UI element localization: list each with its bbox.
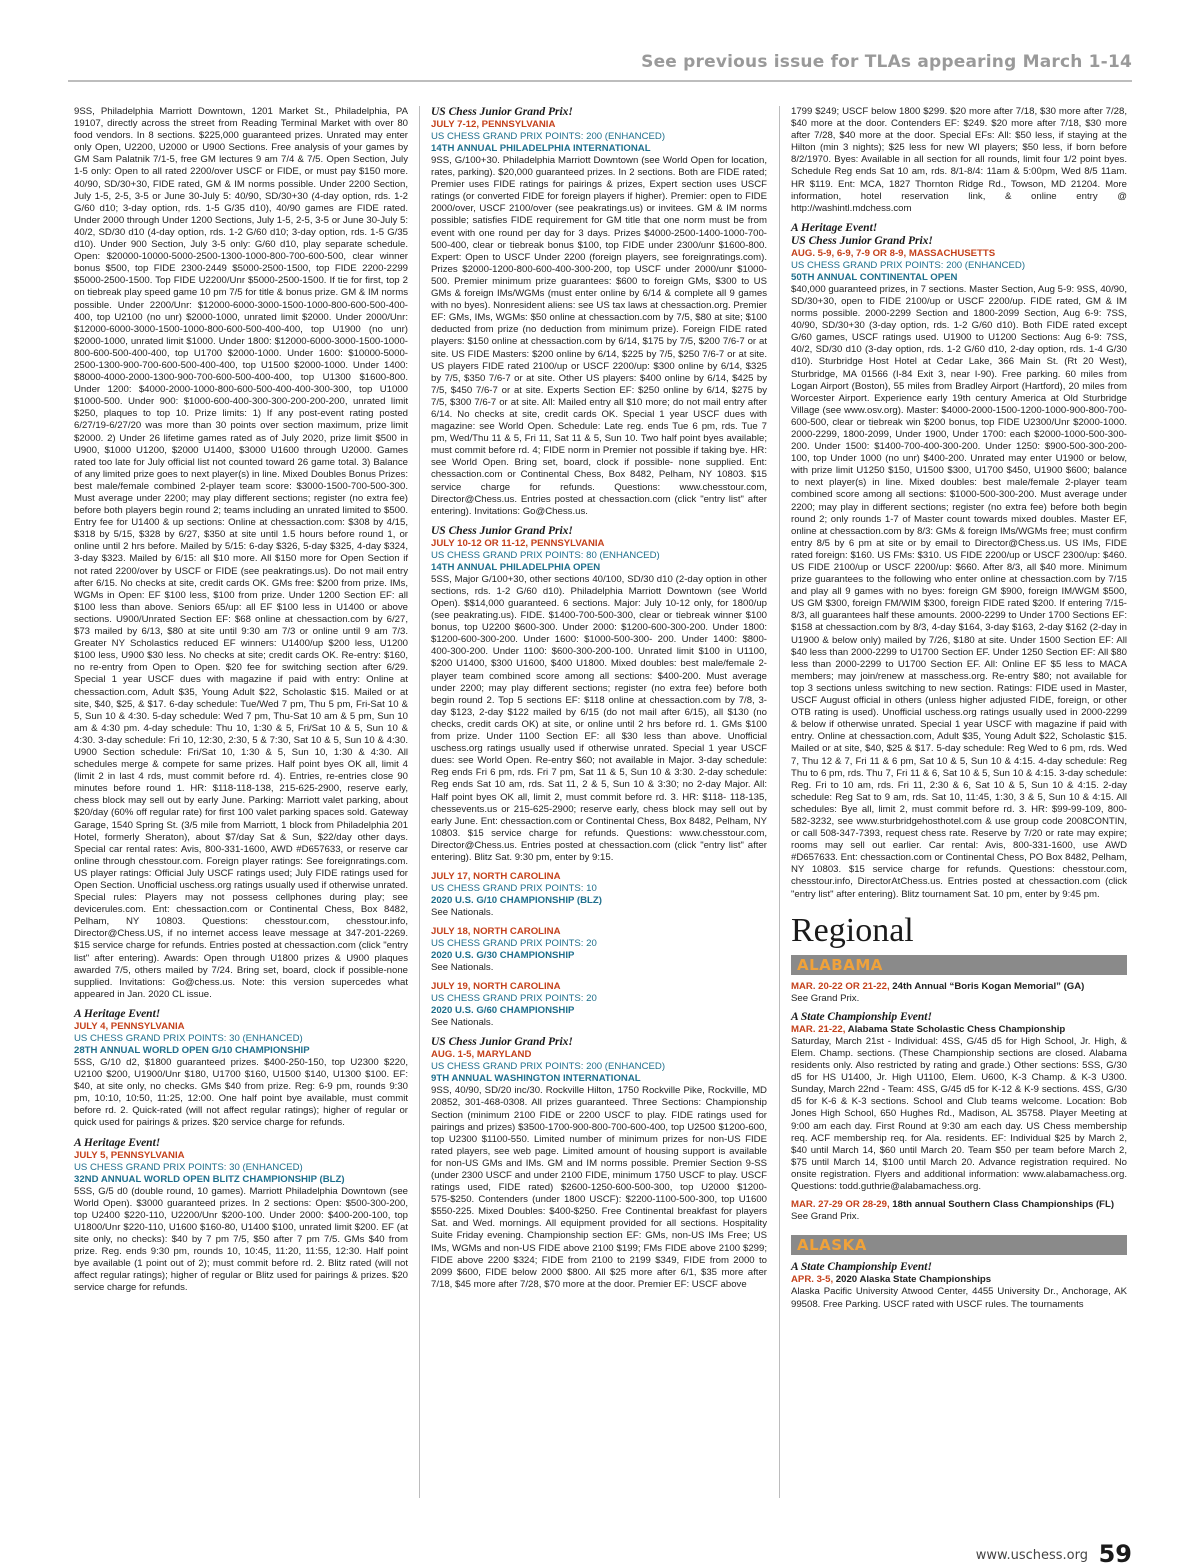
grand-prix-points: US CHESS GRAND PRIX POINTS: 30 (ENHANCED) <box>74 1032 303 1044</box>
event-us-g30 <box>431 926 767 974</box>
event-body: See Nationals. <box>431 962 494 974</box>
event-date: AUG. 5-9, 6-9, 7-9 OR 8-9, MASSACHUSETTS <box>791 247 996 259</box>
event-heading: US Chess Junior Grand Prix! <box>431 106 573 118</box>
event-title: 2020 U.S. G/60 CHAMPIONSHIP <box>431 1005 575 1017</box>
grand-prix-points: US CHESS GRAND PRIX POINTS: 200 (ENHANCED) <box>431 131 666 142</box>
event-heading: A Heritage Event! <box>74 1007 161 1020</box>
event-body: See Nationals. <box>431 1017 494 1029</box>
event-title: Alabama State Scholastic Chess Championship <box>845 1023 1066 1035</box>
event-heading: A State Championship Event! <box>791 1261 932 1274</box>
event-title: 28TH ANNUAL WORLD OPEN G/10 CHAMPIONSHIP <box>74 1044 310 1056</box>
event-title: 32ND ANNUAL WORLD OPEN BLITZ CHAMPIONSHIP (BLZ) <box>74 1173 345 1185</box>
state-bar-alabama: ALABAMA <box>791 955 1127 975</box>
event-philadelphia-open <box>431 525 767 864</box>
state-bar-alaska: ALASKA <box>791 1235 1127 1255</box>
event-date: MAR. 21-22, <box>791 1023 846 1035</box>
event-southern-class <box>791 1199 1127 1211</box>
page-header <box>0 52 1200 84</box>
event-us-g10 <box>431 871 767 919</box>
event-title: 50TH ANNUAL CONTINENTAL OPEN <box>791 271 958 283</box>
event-body: See Nationals. <box>431 907 494 919</box>
event-date: JULY 19, NORTH CAROLINA <box>431 981 561 993</box>
event-body: $40,000 guaranteed prizes, in 7 sections. Master Section, Aug 5-9: 9SS, 40/90, SD/30+30, open to FIDE 2100/up or USCF 2200/up. FIDE rated, GM & IM norms possible. 2000-2299 Section and 1800-2099 Section, Aug 6-9: 7SS, 40/90, SD/30+30 (3-day option, rds. 1-2 G/60 d10). Both FIDE rated except G/60 games, USCF ratings used. U1900 to U1200 Sections: Aug 6-9: 7SS, 40/2, SD/30 d10 (3-day option, rds. 1-2 G/60 d10, 2-day option, rds. 1-4 G/30 d10). Sturbridge Host Hotel at Cedar Lake, 366 Main St. (Rt 20 West), Sturbridge, MA 01566 (I-84 Exit 3, near I-90). Free parking. 60 miles from Logan Airport (Boston), 55 miles from Bradley Airport (Hartford), 20 miles from Worcester Airport. Experience early 19th century America at Old Sturbridge Village (see www.osv.org). Master: $4000-2000-1500-1200-1000-900-800-700-600-500, clear or tiebreak win $200 bonus, top FIDE U2300/Unr $2000-1000. 2000-2299, 1800-2099, Under 1900, Under 1700: each $2000-1000-500-300-200. Under 1500: $1400-700-400-300-200. Under 1250: $900-500-300-200-100, top Under 1000 (no unr) $400-200. Unrated may enter U1900 or below, with prize limit U1250 $150, U1500 $300, U1700 $450, U1900 $600; balance to next player(s) in line. Mixed doubles: best male/female 2-player team combined score among all sections: $1000-500-300-200. Must average under 2200; may play in different sections; register (no extra fee) before both begin round 2; only rounds 1-7 of Master count towards mixed doubles. Master EF, online at chessaction.com by 8/3: GMs & foreign IMs/WGMs free; must confirm entry 8/5 by 6 pm at site or by email to Director@Chess.us. US IMs, FIDE rated foreign: $160. US FMs: $310. US FIDE 2200/up or USCF 2300/up: $460. US FIDE 2100/up or USCF 2200/up: $660. After 8/3, all $40 more. Minimum prize guarantees to the following who enter online at chessaction.com by 7/15 and play all 9 games with no byes: foreign GM $900, foreign IM/WGM $500, US GM $300, foreign FM/WIM $300, foreign FIDE rated $200. If entering 7/15-8/3, all guarantees half these amounts. 2000-2299 to Under 1700 Sections EF: $158 at chessaction.com by 8/3, 4-day $164, 3-day $163, 2-day $162 (2-day in U1900 & below only) mailed by 7/26, $180 at site. Under 1500 Section EF: All $40 less than 2000-2299 to U1700 Section EF. Under 1250 Section EF: All $80 less than 2000-2299 to U1700 Section EF. All: Online EF $5 less to MACA members; may join/renew at masschess.org. Re-entry $80; not available for top 3 sections unless switching to new section. Ratings: FIDE used in Master, USCF August official in others (unless higher adjusted FIDE, foreign, or other OTB rating is used). Unofficial uschess.org ratings usually used in 2000-2299 & below if otherwise unrated. Special 1 year USCF with magazine if paid with entry. Online at chessaction.com, Adult $35, Young Adult $22, Scholastic $15. Mailed or at site, $40, $25 & $17. 5-day schedule: Reg Wed to 6 pm, rds. Wed 7, Thu 12 & 7, Fri 11 & 6 pm, Sat 10 & 5, Sun 10 & 4:15. 4-day schedule: Reg Thu to 6 pm, rds. Thu 7, Fri 11 & 6, Sat 10 & 5, Sun 10 & 4:15. 3-day schedule: Reg. Fri to 10 am, rds. Fri 11, 2:30 & 6, Sat 10 & 5, Sun 10 & 4:15. 2-day schedule: Reg Sat to 9 am, rds. Sat 10, 11:45, 1:30, 3 & 5, Sun 10 & 4:15. All schedules: Bye all, limit 2, must commit before rd. 3. HR: $99-99-109, 800-582-3232, see www.sturbridgehosthotel.com & use group code 2008CONTIN, or call 508-347-7393, request chess rate. Reserve by 7/20 or rate may expire; rooms may sell out earlier. Car rental: Avis, 800-331-1600, use AWD #D657633. Ent: chessaction.com or Continental Chess, PO Box 8482, Pelham, NY 10803. $15 service charge for refunds. Questions: chesstour.com, chesstour.info, DirectorAtChess.us. Entries posted at chessaction.com (click "entry list" after entering). Blitz tournament Sat. 10 pm, enter by 9:45 pm. <box>791 283 1127 900</box>
event-philadelphia-international <box>431 106 767 518</box>
event-date: JULY 10-12 OR 11-12, PENNSYLVANIA <box>431 537 605 549</box>
event-heading: A Heritage Event! <box>791 221 878 234</box>
header-text: See previous issue for TLAs appearing March 1-14 <box>641 52 1132 72</box>
event-body: Saturday, March 21st - Individual: 4SS, G/45 d5 for High School, Jr. High, & Elem. Champ. sections. (These Championship sections are closed. Alabama residents only. Also restricted by rating and grade.) Other sections: 5SS, G/30 d5 for HS U1400, Jr. High U1100, Elem. U600, K-3 Champ. & K-3 U300. Sunday, March 22nd - Team: 4SS, G/45 d5 for K-12 & K-9 sections. 4SS, G/30 d5 for K-6 & K-3 sections. School and Club teams welcome. Location: Bob Jones High School, 650 Hughes Rd., Madison, AL 35758. Player Meeting at 9:00 am each day. First Round at 9:30 am each day. US Chess membership req. ACF membership req. for Ala. residents. EF: Individual $25 by March 2, $40 until March 14, $60 until March 20. Team $50 per team before March 2, $75 until March 14, $100 until March 20. Advance registration required. No onsite registration. Flyers and additional information: www.alabamachess.org. Questions: todd.guthrie@alabamachess.org. <box>791 1035 1127 1193</box>
event-date: AUG. 1-5, MARYLAND <box>431 1049 532 1061</box>
event-alaska-state <box>791 1274 1127 1286</box>
regional-heading: Regional <box>791 911 914 949</box>
event-continental-open <box>791 222 1127 901</box>
grand-prix-points: US CHESS GRAND PRIX POINTS: 20 <box>431 993 597 1005</box>
event-date: MAR. 27-29 OR 28-29, <box>791 1199 890 1211</box>
event-title: 2020 U.S. G/10 CHAMPIONSHIP (BLZ) <box>431 895 602 907</box>
event-title: 9TH ANNUAL WASHINGTON INTERNATIONAL <box>431 1073 641 1085</box>
event-title: 18th annual Southern Class Championships (FL) <box>889 1199 1115 1211</box>
column-2 <box>431 106 767 1291</box>
event-body: 5SS, G/5 d0 (double round, 10 games). Marriott Philadelphia Downtown (see World Open). $3000 guaranteed prizes. In 2 sections: Open: $500-300-200, top U2400 $220-110, U2200/Unr $200-100. Under 2000: $400-200-100, top U1800/Unr $220-110, U1600 $160-80, U1400 $100, unrated limit $200. EF (at site only, no checks): $40 by 7 pm 7/5, $50 after 7 pm 7/5. GMs $40 from prize. Reg. ends 9:30 pm, rounds 10, 10:45, 11:20, 11:55, 12:30. Half point bye available (1 point out of 2); must commit before rd. 2. Blitz rated (will not affect regular ratings); higher of regular or Blitz used for pairings & prizes. $20 service charge for refunds. <box>74 1185 408 1294</box>
event-washington-international <box>431 1036 767 1291</box>
event-title: 2020 U.S. G/30 CHAMPIONSHIP <box>431 950 575 962</box>
page-number: 59 <box>1098 1540 1132 1568</box>
event-title: 2020 Alaska State Championships <box>833 1274 992 1286</box>
event-date: JULY 18, NORTH CAROLINA <box>431 926 561 938</box>
event-body: See Grand Prix. <box>791 992 860 1004</box>
event-date: JULY 17, NORTH CAROLINA <box>431 871 561 883</box>
event-heading: A State Championship Event! <box>791 1010 932 1023</box>
event-us-g60 <box>431 981 767 1029</box>
grand-prix-points: US CHESS GRAND PRIX POINTS: 10 <box>431 883 597 895</box>
event-heading: US Chess Junior Grand Prix! <box>431 524 573 537</box>
event-kogan-memorial <box>791 981 1127 993</box>
column-3 <box>791 106 1127 1311</box>
event-date: APR. 3-5, <box>791 1274 834 1286</box>
event-body: See Grand Prix. <box>791 1211 860 1223</box>
event-body: 9SS, G/100+30. Philadelphia Marriott Downtown (see World Open for location, rates, parking). $20,000 guaranteed prizes. In 2 sections. Both are FIDE rated; Premier uses FIDE ratings for pairings & prizes, Expert section uses USCF ratings (or converted FIDE for foreign players if higher). Premier: open to FIDE 2000/over, USCF 2100/over (see peakratings.us) or invitees. GM & IM norms possible; satisfies FIDE requirement for GM title that one norm must be from event with one round per day for 3 days. Prizes $4000-2500-1400-1000-700-500-400, clear or tiebreak bonus $100, top FIDE under 2300/unr $1600-800. Expert: Open to USCF Under 2200 (foreign players, see foreignratings.com). Prizes $2000-1200-800-600-400-300-200, top USCF under 2000/unr $1000-500. Premier minimum prize guarantees: $600 to foreign GMs, $300 to US GMs & foreign IMs/WGMs (must enter online by 6/14 & complete all 9 games with no byes). Nonresident aliens: see US tax laws at chessaction.org. Premier EF: GMs, IMs, WGMs: $50 online at chessaction.com by 7/5, $80 at site; $100 deducted from prize (no deduction from minimum prize). Foreign FIDE rated players: $150 online at chessaction.com by 6/14, $175 by 7/5, $200 7/6-7 or at site. US FIDE Masters: $200 online by 6/14, $225 by 7/5, $250 7/6-7 or at site. US players FIDE rated 2100/up or USCF 2200/up: $300 online by 6/14, $325 by 7/5, $350 7/6-7 or at site. Other US players: $400 online by 6/14, $425 by 7/5, $450 7/6-7 or at site. Experts Section EF: $250 online by 6/14, $275 by 7/5, $300 7/6-7 or at site. All: Mailed entry all $10 more; do not mail entry after 6/14. No checks at site, credit cards OK. Special 1 year USCF dues with magazine: see World Open. Schedule: Late reg. ends Tue 6 pm, rds. Tue 7 pm, Wed/Thu 11 & 5, Fri 11, Sat 11 & 5, Sun 10. Two half point byes available; must commit before rd. 4; FIDE norm in Premier not possible if taking bye. HR: see World Open. Bring set, board, clock if possible- none supplied. Ent: chessaction.com or Continental Chess, Box 8482, Pelham, NY 10803. $15 service charge for refunds. Questions: www.chesstour.com, Director@Chess.us. Entries posted at chessaction.com (click "entry list" after entering). Invitations: Go@Chess.us. <box>431 155 767 517</box>
event-title: 14TH ANNUAL PHILADELPHIA INTERNATIONAL <box>431 143 651 154</box>
event-heading: A Heritage Event! <box>74 1136 161 1149</box>
column-divider <box>779 106 780 1498</box>
event-world-open-g10 <box>74 1008 408 1130</box>
event-date: JULY 5, PENNSYLVANIA <box>74 1149 185 1161</box>
event-title: 24th Annual “Boris Kogan Memorial” (GA) <box>889 980 1085 992</box>
grand-prix-points: US CHESS GRAND PRIX POINTS: 80 (ENHANCED) <box>431 549 660 561</box>
event-date: MAR. 20-22 OR 21-22, <box>791 980 890 992</box>
header-rule <box>68 80 1132 82</box>
event-date: JULY 4, PENNSYLVANIA <box>74 1020 185 1032</box>
footer-url: www.uschess.org <box>975 1548 1088 1563</box>
event-body: 9SS, 40/90, SD/20 inc/30. Rockville Hilton, 1750 Rockville Pike, Rockville, MD 20852, 301-468-0308. All prizes guaranteed. Three Sections: Championship Section (minimum 2100 FIDE or 2200 USCF to play. FIDE ratings used for pairings and prizes) $3500-1700-900-800-700-600-400, top U2500 $1200-600, top U2300 $1100-550. Limited number of minimum prizes for non-US FIDE rated players, see web page. Limited amount of housing support is available for non-US GMs and IMs. GM and IM norms possible. Premier Section 9-SS (under 2300 USCF and under 2100 FIDE, minimum 1750 USCF to play. USCF ratings used, FIDE rated) $2600-1250-600-500-300, top U2000 $1200-575-$250. Contenders (under 1800 USCF): $2200-1100-500-300, top U1600 $550-225. Mixed Doubles: $400-$250. Free Continental breakfast for players Sat. and Wed. mornings. All equipment provided for all sections. Hospitality Suite Friday evening. Championship section EF: GMs, non-US IMs Free; US IMs, WGMs and non-US FIDE above 2100 $199; FMs FIDE above 2100 $299; FIDE above 2200 $324; FIDE from 2100 to 2199 $349, FIDE from 2000 to 2099 $600, FIDE below 2000 $800. All $25 more after 6/1, $35 more after 7/18, $45 more after 7/28, $70 more at the door. Premier EF: USCF above <box>431 1085 767 1290</box>
column-divider <box>419 106 420 1498</box>
event-alabama-scholastic <box>791 1024 1127 1036</box>
event-title: 14TH ANNUAL PHILADELPHIA OPEN <box>431 561 601 573</box>
event-body: 5SS, Major G/100+30, other sections 40/100, SD/30 d10 (2-day option in other sections, rds. 1-2 G/60 d10). Philadelphia Marriott Downtown (see World Open). $$14,000 guaranteed. 6 sections. Major: July 10-12 only, for 1800/up (see peakrating.us). FIDE. $1400-700-500-300, clear or tiebreak winner $100 bonus, top U2200 $600-300. Under 2000: $1200-600-300-200. Under 1800: $1200-600-300-200. Under 1600: $1000-500-300- 200. Under 1400: $800-400-300-200. Under 1100: $600-300-200-100. Unrated limit $100 in U1100, $200 U1400, $300 U1600, $400 U1800. Mixed doubles: best male/female 2-player team combined score among all sections: $400-200. Must average under 2200; may play different sections; register (no extra fee) before both begin round 2. Top 5 sections EF: $118 online at chessaction.com by 7/8, 3-day $123, 2-day $122 mailed by 6/15 (do not mail after 6/15), all $130 (no checks, credit cards OK) at site, or online until 2 hrs before rd. 1. GMs $100 from prize. Under 1100 Section EF: all $30 less than above. Unofficial uschess.org ratings usually used if otherwise unrated. Special 1 year USCF dues: see World Open. Re-entry $60; not available in Major. 3-day schedule: Reg ends Fri 6 pm, rds. Fri 7 pm, Sat 11 & 5, Sun 10 & 3:30. 2-day schedule: Reg ends Sat 10 am, rds. Sat 11, 2 & 5, Sun 10 & 3:30; no 2-day Major. All: Half point byes OK all, limit 2, must commit before rd. 3. HR: $118- 118-135, chessevents.us or 215-625-2900; reserve early, chess block may sell out by early June. Ent: chessaction.com or Continental Chess, Box 8482, Pelham, NY 10803. $15 service charge for refunds. Questions: www.chesstour.com, Director@Chess.us. Entries posted at chessaction.com (click "entry list" after entering). Blitz Sat. 9:30 pm, enter by 9:15. <box>431 573 767 863</box>
event-heading: US Chess Junior Grand Prix! <box>431 1036 573 1049</box>
grand-prix-points: US CHESS GRAND PRIX POINTS: 200 (ENHANCED) <box>431 1061 666 1073</box>
grand-prix-points: US CHESS GRAND PRIX POINTS: 30 (ENHANCED) <box>74 1161 303 1173</box>
event-body: 5SS, G/10 d2, $1800 guaranteed prizes. $400-250-150, top U2300 $220, U2100 $200, U1900/Unr $180, U1700 $160, U1500 $140, U1300 $100. EF: $40, at site only, no checks. GMs $40 from prize. Reg: 6-9 pm, rounds 9:30 pm, 10:10, 10:50, 11:25, 12:00. One half point bye available, must commit before rd. 2. Quick-rated (will not affect regular ratings); higher of regular or quick used for pairings & prizes. $20 service charge for refunds. <box>74 1056 408 1129</box>
event-heading: US Chess Junior Grand Prix! <box>791 234 933 247</box>
page-footer <box>0 1540 1200 1568</box>
washington-continued: 1799 $249; USCF below 1800 $299. $20 more after 7/18, $30 more after 7/28, $40 more at the door. Contenders EF: $249. $20 more after 7/18, $30 more after 7/28, $40 more at the door. Special EFs: All: $50 less, if staying at the Hilton (min 3 nights); $25 less for new WI players; $50 less, if born before 8/2/1970. Byes: Available in all section for all rounds, limit four 1/2 point byes. Schedule Reg ends Sat 10 am, rds. 8/1-8/4: 11am & 5:00pm, Wed 8/5 11am. HR $119. Ent: MCA, 1827 Thornton Ridge Rd., Towson, MD 21204. More information, hotel reservation link, & online entry @ http://washintl.mdchess.com <box>791 106 1127 214</box>
event-body: Alaska Pacific University Atwood Center, 4455 University Dr., Anchorage, AK 99508. Free Parking. USCF rated with USCF rules. The tournaments <box>791 1286 1127 1310</box>
column-1 <box>74 106 408 1294</box>
grand-prix-points: US CHESS GRAND PRIX POINTS: 200 (ENHANCED) <box>791 259 1026 271</box>
event-date: JULY 7-12, PENNSYLVANIA <box>431 119 556 130</box>
event-world-open-blitz <box>74 1137 408 1295</box>
grand-prix-points: US CHESS GRAND PRIX POINTS: 20 <box>431 938 597 950</box>
world-open-body: 9SS, Philadelphia Marriott Downtown, 1201 Market St., Philadelphia, PA 19107, directly across the street from Reading Terminal Market with over 80 food vendors. In 8 sections. $225,000 guaranteed prizes. Unrated may enter only Open, U2200, U2000 or U900 Sections. Free analysis of your games by GM Sam Palatnik 7/1-5, free GM lectures 9 am 7/4 & 7/5. Open Section, July 1-5 only: Open to all rated 2200/over USCF or FIDE, or must pay $150 more. 40/90, SD/30+30, FIDE rated, GM & IM norms possible. Under 2200 Section, July 1-5, 2-5, 3-5 or June 30-July 5: 40/90, SD/30+30 (4-day option, rds. 1-2 G/60 d10; 3-day option, rds. 1-5 G/35 d10), 40/90 games are FIDE rated. Under 2000 through Under 1200 Sections, July 1-5, 2-5, 3-5 or June 30-July 5: 40/2, SD/30 d10 (4-day option, rds. 1-2 G/60 d10; 3-day option, rds. 1-5 G/35 d10). Under 900 Section, July 3-5 only: G/60 d10, play separate schedule. Open: $20000-10000-5000-2500-1300-1000-800-700-600-500, clear winner bonus $500, top FIDE 2300-2449 $5000-2500-1500, top FIDE 2200-2299 $5000-2500-1500. Top FIDE U2200/Unr $5000-2500-1500. If tie for first, top 2 on tiebreak play speed game 10 pm 7/5 for title & bonus prize. GM & IM norms possible. Under 2200/Unr: $12000-6000-3000-1500-1000-800-600-500-400-400, top U2100 (no unr) $2000-1000, unrated limit $2000. Under 2000/Unr: $12000-6000-3000-1500-1000-800-600-500-400-400, top U1900 (no unr) $2000-1000, unrated limit $1000. Under 1800: $12000-6000-3000-1500-1000-800-600-500-400-400, top U1700 $2000-1000. Under 1600: $10000-5000-2500-1300-900-700-600-500-400-400, top U1500 $2000-1000. Under 1400: $8000-4000-2000-1300-900-700-600-500-400-400, top U1300 $1600-800. Under 1200: $4000-2000-1000-800-600-500-400-400-300-300, top U1000 $1000-500. Under 900: $1000-600-400-300-300-200-200-200, unrated limit $250, plaques to top 10. Prize limits: 1) If any post-event rating posted 6/27/19-6/27/20 was more than 30 points over section maximum, prize limit $2000. 2) Under 26 lifetime games rated as of July 2020, prize limit $500 in U900, $1000 U1200, $2000 U1400, $3000 U1600 through U2000. Games rated too late for July official list not counted toward 26 game total. 3) Balance of any limited prize goes to next player(s) in line. Mixed Doubles Bonus Prizes: best male/female combined 2-player team score: $3000-1500-700-500-300. Must average under 2200; may play different sections; register (no extra fee) before both players begin round 2; teams including an unrated limited to $500. Entry fee for U1400 & up sections: Online at chessaction.com: $308 by 4/15, $318 by 5/15, $328 by 6/27, $350 at site until 1.5 hours before round 1, or online until 2 hrs before. Mailed by 5/15: 6-day $326, 5-day $325, 4-day $324, 3-day $323. Mailed by 6/15: all $10 more. All $150 more for Open Section if not rated 2200/over by USCF or FIDE (see peakratings.us). Do not mail entry after 6/15. No checks at site, credit cards OK. GMs free: $200 from prize. IMs, WGMs in Open: EF $100 less, $100 from prize. Under 1200 Section EF: all $100 less than above. Seniors 65/up: all EF $100 less in U1400 or above sections. U900/Unrated Section EF: $68 online at chessaction.com by 6/27, $73 mailed by 6/13, $80 at site until 9:30 am 7/3 or online until 9 am 7/3. Greater NY Scholastics reduced EF winners: U1400/up $200 less, U1200 $100 less, U900 $30 less. No checks at site; credit cards OK. Re-entry: $160, no re-entry from Open to Open. $20 fee for switching section after 6/29. Special 1 year USCF dues with magazine if paid with entry: Online at chessaction.com, Adult $35, Young Adult $22, Scholastic $15. Mailed or at site, $40, $25, & $17. 6-day schedule: Tue/Wed 7 pm, Thu 5 pm, Fri-Sat 10 & 5, Sun 10 & 4:30. 5-day schedule: Wed 7 pm, Thu-Sat 10 am & 5 pm, Sun 10 am & 4:30 pm. 4-day schedule: Thu 10, 1:30 & 5, Fri/Sat 10 & 5, Sun 10 & 4:30. 3-day schedule: Fri 10, 12:30, 2:30, 5 & 7:30, Sat 10 & 5, Sun 10 & 4:30. U900 Section schedule: Fri/Sat 10, 1:30 & 5, Sun 10, 1:30 & 4:30. All schedules merge & compete for same prizes. Half point byes OK all, limit 4 (limit 2 in last 4 rds, must commit before rd. 4). Entries, re-entries close 90 minutes before round 1. HR: $118-118-138, 215-625-2900, reserve early, chess block may sell out by early June. Parking: Marriott valet parking, about $20/day (60% off regular rate) for first 100 valet parking spaces sold. Gateway Garage, 1540 Spring St. (3/5 mile from Marriott, 1 block from Philadelphia 201 Hotel, formerly Sheraton), about $7/day Sat & Sun, $22/day other days. Special car rental rates: Avis, 800-331-1600, AWD #D657633, or reserve car online through chesstour.com. Foreign player ratings: See foreignratings.com. US player ratings: Official July USCF ratings used; July FIDE ratings used for Open Section. Unofficial uschess.org ratings usually used if otherwise unrated. Special rules: Players may not possess cellphones during play; see devicerules.com. Ent: chessaction.com or Continental Chess, Box 8482, Pelham, NY 10803. Questions: chesstour.com, chesstour.info, Director@Chess.US, if no internet access leave message at 347-201-2269. $15 service charge for refunds. Entries posted at chessaction.com (click "entry list" after entering). Awards: Open through U1800 prizes & U900 plaques awarded 7/5, others mailed by 7/24. Bring set, board, clock if possible-none supplied. Invitations: Go@chess.us. Note: this version supercedes what appeared in Jan. 2020 CL issue. <box>74 106 408 1000</box>
